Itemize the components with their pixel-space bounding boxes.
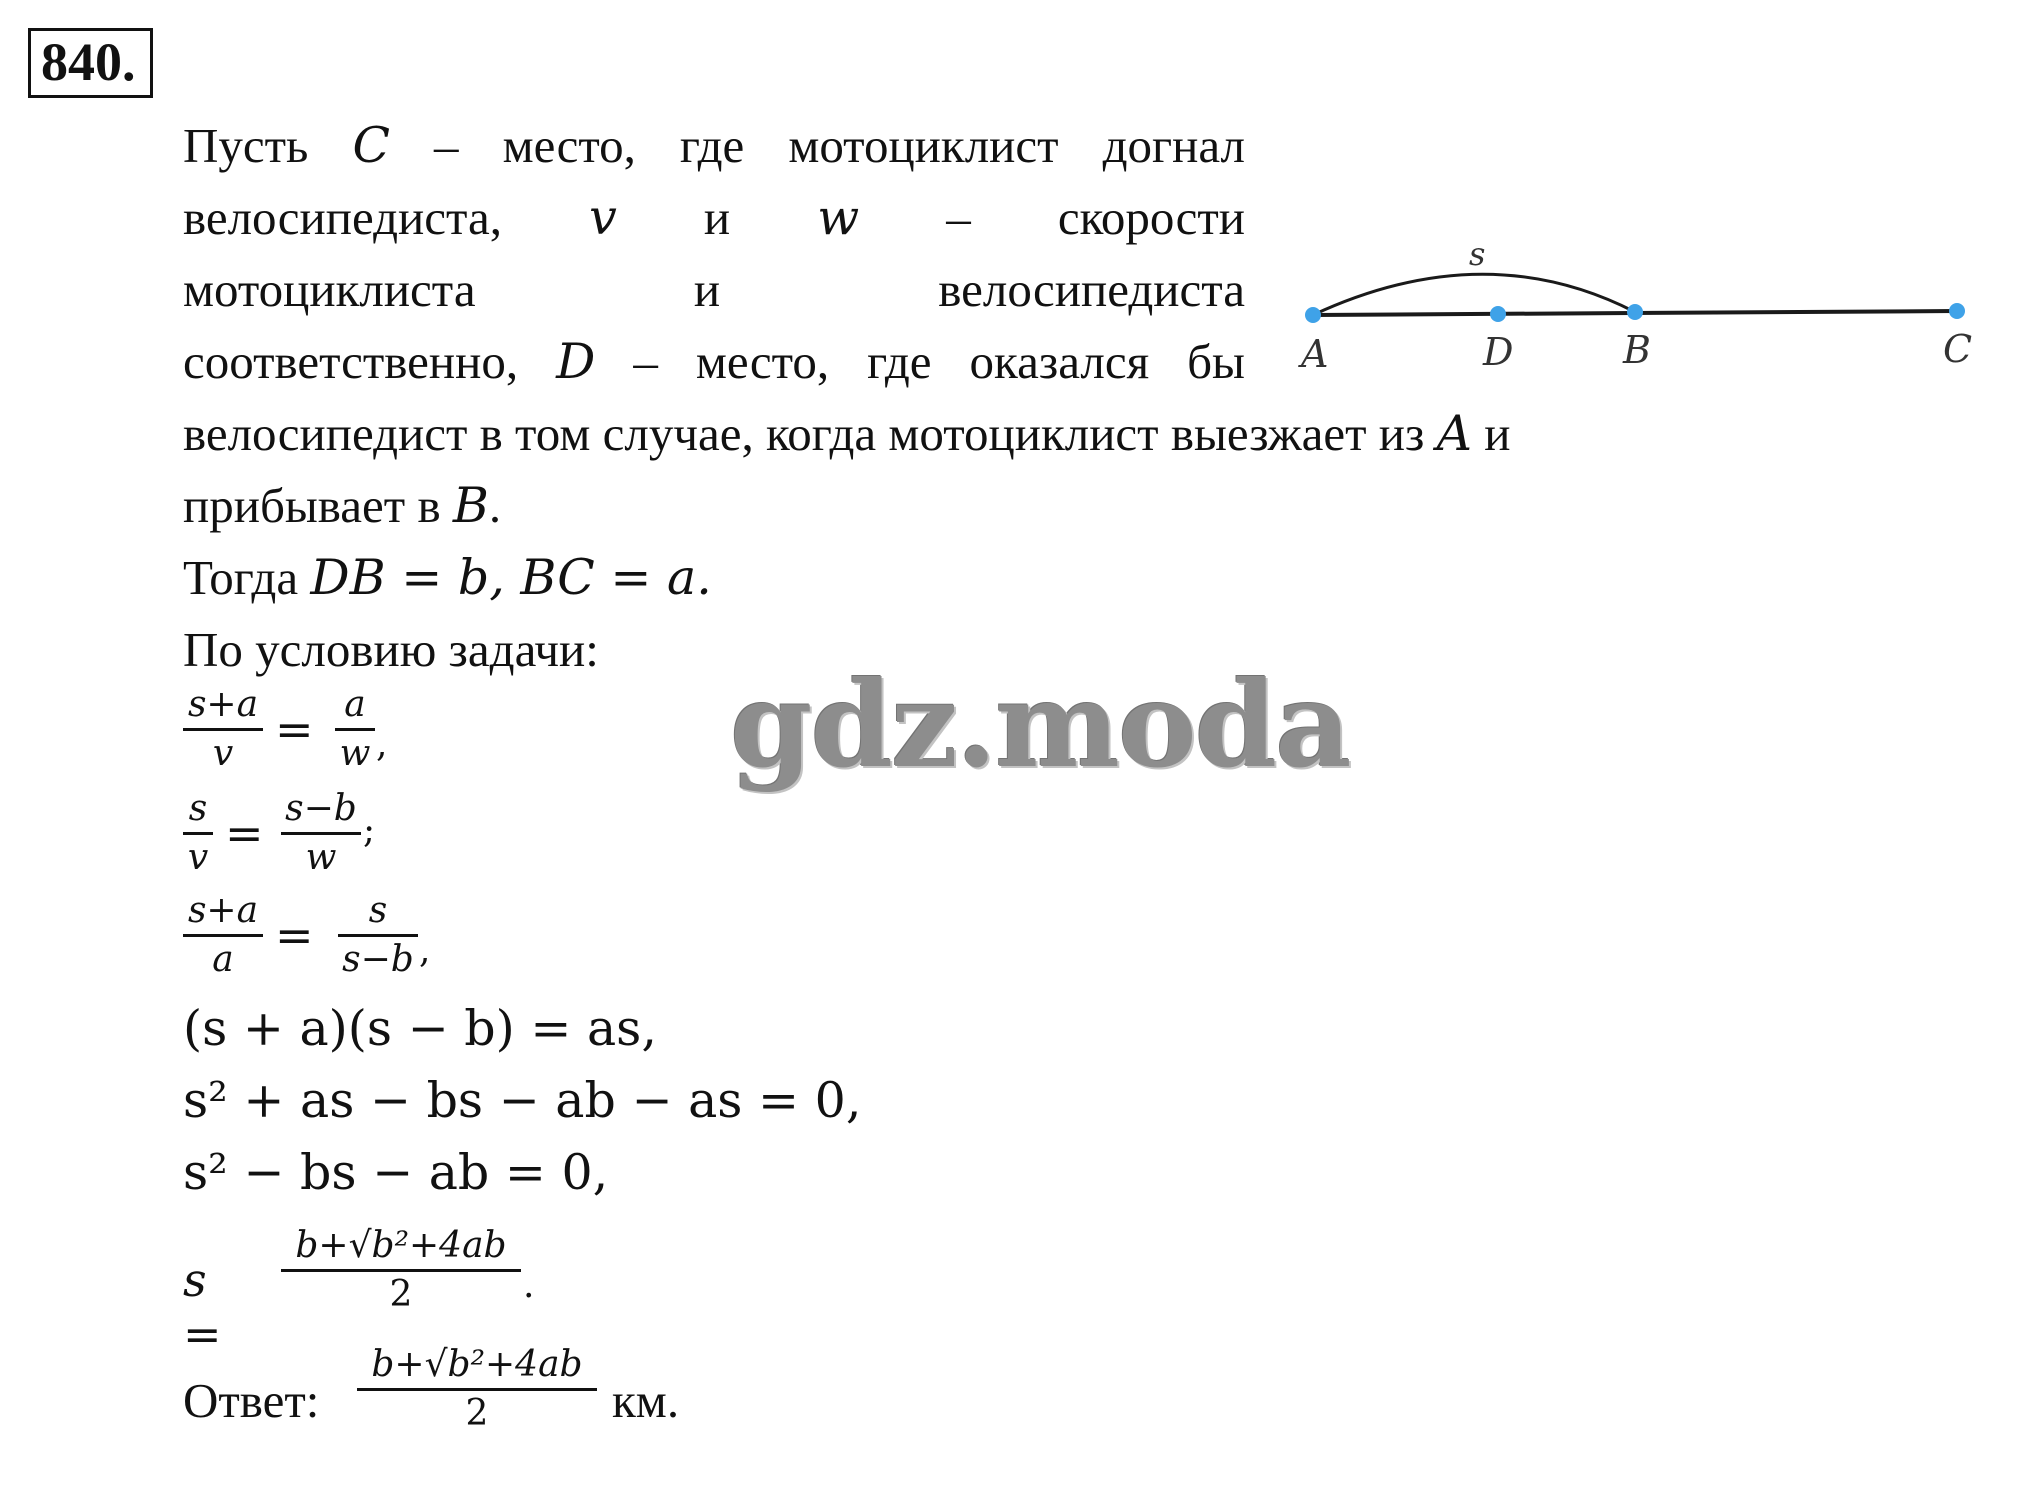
point-c-marker (1949, 303, 1965, 319)
point-d-marker (1490, 306, 1506, 322)
then-line: Тогда DB = b, BC = a. (183, 549, 712, 606)
intro-line-2: велосипедиста, v и w – скорости (183, 189, 1245, 246)
intro-line-1: Пусть C – место, где мотоциклист догнал (183, 117, 1245, 174)
intro-line-4: соответственно, D – место, где оказался бы (183, 333, 1245, 390)
intro-paragraph (183, 110, 1245, 398)
point-c-label: C (1943, 327, 1973, 371)
intro-continuation (183, 398, 1998, 686)
equation-4: (s + a)(s − b) = as, (183, 1000, 657, 1057)
point-a-marker (1305, 307, 1321, 323)
solution-page: 840. Пусть C – место, где мотоциклист догнал велосипедиста, v и w – скорости мотоциклиста и велосипедиста соответственно, D – место, где оказался бы велосипедист в том случае, когда мотоциклист выезжает из A и прибывает в B. Тогда DB = b, BC = a. По условию задачи: s A D B C gdz.moda s+a v = a w , s v = s−b w ; s+a a = s s−b , (s + a)(s − b) = as, s² + as − bs − ab − as = 0, s² − bs − ab = 0, s = b+√b²+4ab 2 . Ответ: b+√b²+4ab 2 км. (0, 0, 2025, 1495)
intro-line-5: велосипедист в том случае, когда мотоциклист выезжает из A и (183, 405, 1511, 462)
arc-label: s (1469, 235, 1486, 273)
point-a-label: A (1301, 332, 1329, 376)
point-b-marker (1627, 304, 1643, 320)
segment-diagram (1285, 140, 1995, 390)
point-b-label: B (1623, 328, 1651, 372)
watermark: gdz.moda (730, 655, 1350, 794)
problem-number: 840. (28, 28, 153, 98)
equation-5: s² + as − bs − ab − as = 0, (183, 1072, 862, 1129)
point-d-label: D (1483, 330, 1514, 374)
arc-s (1313, 274, 1635, 315)
intro-line-3: мотоциклиста и велосипедиста (183, 262, 1246, 317)
intro-line-6: прибывает в B. (183, 477, 502, 534)
answer-unit: км. (612, 1373, 680, 1428)
condition-line: По условию задачи: (183, 622, 599, 677)
answer-label: Ответ: (183, 1373, 320, 1428)
equation-6: s² − bs − ab = 0, (183, 1144, 609, 1201)
